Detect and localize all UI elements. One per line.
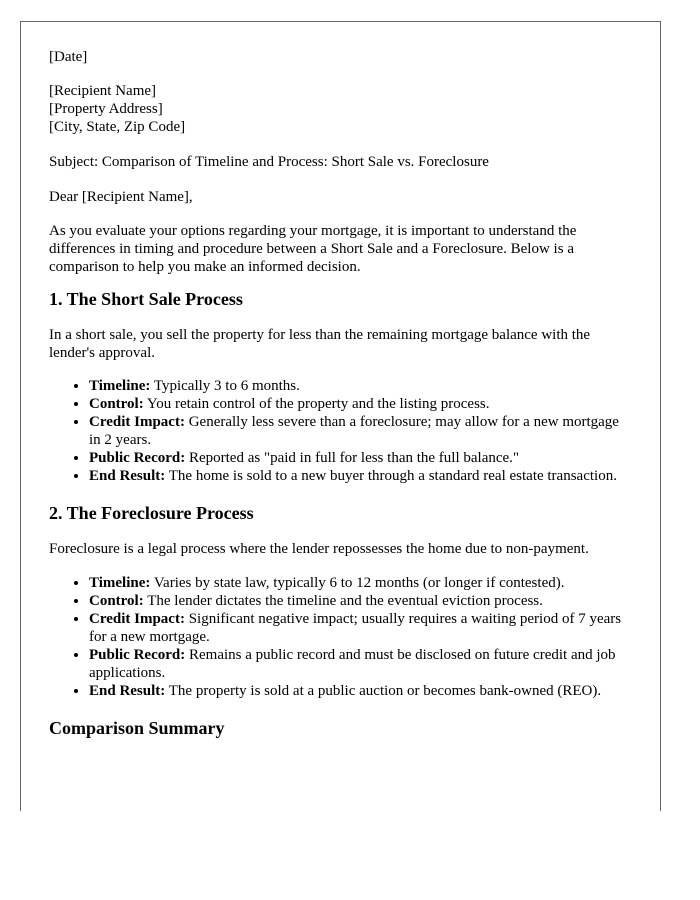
list-item-term: Credit Impact: — [89, 414, 185, 430]
list-item-text: Typically 3 to 6 months. — [150, 378, 300, 394]
list-item-text: The property is sold at a public auction or becomes bank-owned (REO). — [165, 683, 602, 699]
section-heading-short-sale: 1. The Short Sale Process — [49, 289, 243, 309]
list-item-term: Public Record: — [89, 647, 186, 663]
list-item-term: Control: — [89, 396, 144, 412]
recipient-name: [Recipient Name] — [49, 83, 157, 99]
property-address: [Property Address] — [49, 101, 163, 117]
list-item — [89, 646, 632, 682]
list-item-term: End Result: — [89, 683, 166, 699]
list-item — [89, 413, 632, 449]
letter-page — [20, 21, 661, 811]
list-item — [89, 574, 632, 592]
letter-date: [Date] — [49, 49, 88, 65]
list-item — [89, 467, 632, 485]
list-item-term: End Result: — [89, 468, 166, 484]
list-item-term: Credit Impact: — [89, 611, 185, 627]
letter-intro: As you evaluate your options regarding your mortgage, it is important to understand the differences in timing and procedure between a Short Sale and a Foreclosure. Below is a comparison to help you make an informed decision. — [49, 223, 577, 275]
short-sale-description: In a short sale, you sell the property for less than the remaining mortgage balance with the lender's approval. — [49, 327, 591, 361]
list-item — [89, 610, 632, 646]
list-item-term: Public Record: — [89, 450, 186, 466]
list-item-text: Significant negative impact; usually requires a waiting period of 7 years for a new mortgage. — [89, 611, 622, 645]
list-item-text: You retain control of the property and the listing process. — [143, 396, 490, 412]
list-item-text: Reported as "paid in full for less than the full balance." — [185, 450, 520, 466]
section-heading-foreclosure: 2. The Foreclosure Process — [49, 503, 254, 523]
foreclosure-list — [49, 574, 632, 700]
list-item-term: Timeline: — [89, 378, 151, 394]
list-item — [89, 449, 632, 467]
list-item — [89, 377, 632, 395]
list-item-term: Timeline: — [89, 575, 151, 591]
list-item-text: The lender dictates the timeline and the eventual eviction process. — [143, 593, 543, 609]
foreclosure-description: Foreclosure is a legal process where the lender repossesses the home due to non-payment. — [49, 541, 589, 557]
short-sale-list — [49, 377, 632, 485]
letter-greeting: Dear [Recipient Name], — [49, 189, 193, 205]
list-item-text: Varies by state law, typically 6 to 12 months (or longer if contested). — [150, 575, 565, 591]
list-item — [89, 682, 632, 700]
list-item-term: Control: — [89, 593, 144, 609]
section-heading-comparison-summary: Comparison Summary — [49, 718, 225, 738]
list-item-text: Remains a public record and must be disclosed on future credit and job applications. — [89, 647, 616, 681]
list-item — [89, 395, 632, 413]
list-item-text: The home is sold to a new buyer through a standard real estate transaction. — [165, 468, 617, 484]
list-item-text: Generally less severe than a foreclosure; may allow for a new mortgage in 2 years. — [89, 414, 619, 448]
letter-subject: Subject: Comparison of Timeline and Process: Short Sale vs. Foreclosure — [49, 154, 489, 170]
city-state-zip: [City, State, Zip Code] — [49, 119, 186, 135]
recipient-address-block — [49, 82, 632, 136]
list-item — [89, 592, 632, 610]
